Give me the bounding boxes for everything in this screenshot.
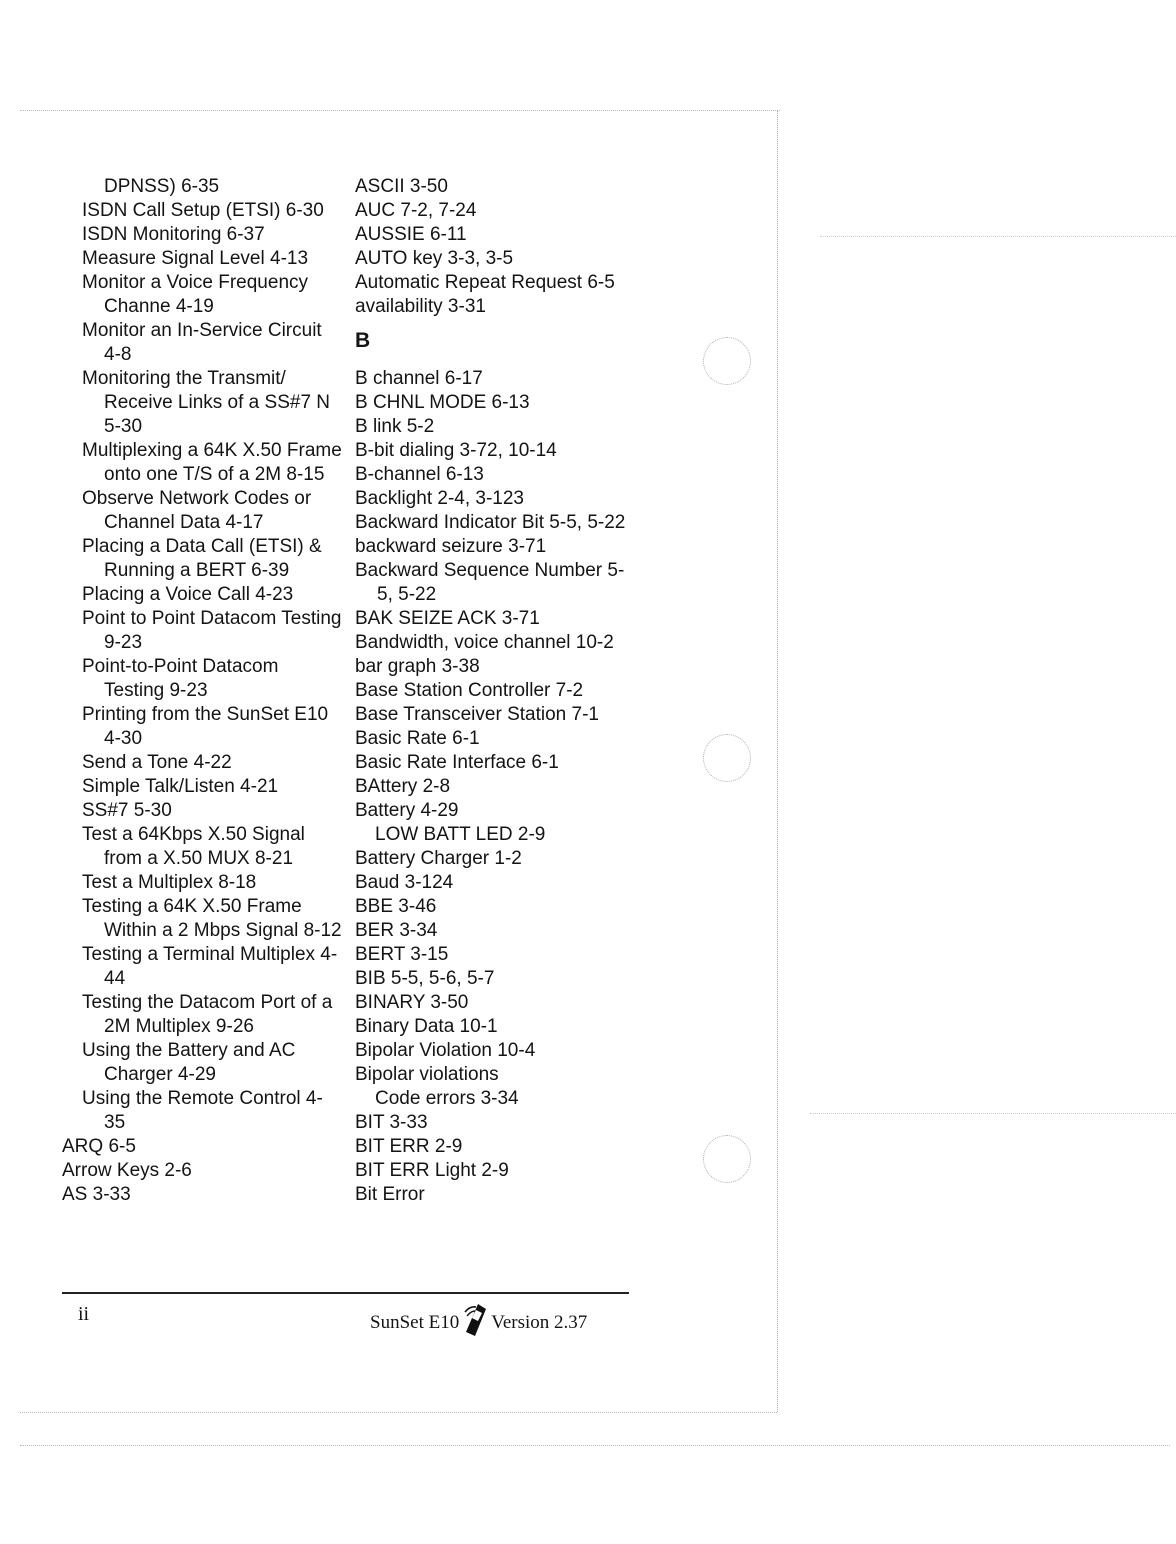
- index-entry: BAK SEIZE ACK 3-71: [355, 608, 540, 629]
- index-entry: Baud 3-124: [355, 872, 454, 893]
- index-entry: Base Station Controller 7-2: [355, 680, 584, 701]
- index-entry: BER 3-34: [355, 920, 438, 941]
- index-entry: AUTO key 3-3, 3-5: [355, 248, 514, 269]
- index-subentry: Testing a Terminal Multiplex 4-44: [82, 944, 338, 989]
- index-subentry: Printing from the SunSet E10 4-30: [82, 704, 329, 749]
- index-entry: AUC 7-2, 7-24: [355, 200, 477, 221]
- index-entry: Basic Rate Interface 6-1: [355, 752, 559, 773]
- index-entry: BERT 3-15: [355, 944, 449, 965]
- scan-mark-right-1: [820, 236, 1176, 237]
- binder-hole-1: [703, 337, 751, 385]
- index-subentry: Monitoring the Transmit/ Receive Links of a SS#7 N 5-30: [82, 368, 331, 437]
- index-entry: Battery 4-29: [355, 800, 459, 821]
- scan-mark-right-2: [810, 1113, 1176, 1114]
- index-entry: Binary Data 10-1: [355, 1016, 498, 1037]
- index-entry: Automatic Repeat Request 6-5: [355, 272, 615, 293]
- product-name: SunSet E10: [370, 1312, 460, 1333]
- index-subentry: Monitor an In-Service Circuit 4-8: [82, 320, 322, 365]
- index-entry: ASCII 3-50: [355, 176, 448, 197]
- index-subentry: Monitor a Voice Frequency Channe 4-19: [82, 272, 309, 317]
- index-column-right: [355, 175, 630, 1207]
- index-subentry: Testing a 64K X.50 Frame Within a 2 Mbps Signal 8-12: [82, 896, 342, 941]
- index-entry: Backward Sequence Number 5-5, 5-22: [355, 560, 625, 605]
- index-subentry: Multiplexing a 64K X.50 Frame onto one T/S of a 2M 8-15: [82, 440, 342, 485]
- index-entry: Bipolar Violation 10-4: [355, 1040, 536, 1061]
- index-entry: Backward Indicator Bit 5-5, 5-22: [355, 512, 626, 533]
- scan-edge-bottom: [20, 1412, 777, 1413]
- index-entry: Backlight 2-4, 3-123: [355, 488, 524, 509]
- index-entry: Base Transceiver Station 7-1: [355, 704, 599, 725]
- index-subentry: LOW BATT LED 2-9: [375, 824, 546, 845]
- index-subentry: Using the Remote Control 4-35: [82, 1088, 323, 1133]
- index-entry: B CHNL MODE 6-13: [355, 392, 530, 413]
- index-entry: backward seizure 3-71: [355, 536, 547, 557]
- index-entry: AUSSIE 6-11: [355, 224, 467, 245]
- scan-edge-top: [20, 110, 780, 111]
- index-subentry: Test a 64Kbps X.50 Signal from a X.50 MUX 8-21: [82, 824, 305, 869]
- index-entry: Bit Error: [355, 1184, 425, 1205]
- footer-title: [370, 1303, 587, 1343]
- index-entry: Battery Charger 1-2: [355, 848, 522, 869]
- index-subentry: Send a Tone 4-22: [82, 752, 232, 773]
- scan-edge-right: [777, 110, 778, 1412]
- index-subentry: Point to Point Datacom Testing 9-23: [82, 608, 342, 653]
- index-entry: availability 3-31: [355, 296, 486, 317]
- index-subentry: Point-to-Point Datacom Testing 9-23: [82, 656, 279, 701]
- index-entry: BAttery 2-8: [355, 776, 451, 797]
- scan-edge-lower: [20, 1445, 1170, 1446]
- index-subentry: DPNSS) 6-35: [104, 176, 220, 197]
- index-entry: bar graph 3-38: [355, 656, 480, 677]
- index-subentry: SS#7 5-30: [82, 800, 172, 821]
- index-subentry: Placing a Data Call (ETSI) & Running a BERT 6-39: [82, 536, 322, 581]
- index-entry: Basic Rate 6-1: [355, 728, 480, 749]
- index-section-heading: B: [355, 329, 371, 352]
- binder-hole-3: [703, 1135, 751, 1183]
- index-entry: Bipolar violations: [355, 1064, 499, 1085]
- index-subentry: Observe Network Codes or Channel Data 4-17: [82, 488, 312, 533]
- index-entry: B channel 6-17: [355, 368, 483, 389]
- index-entry: AS 3-33: [62, 1184, 131, 1205]
- index-entry: BINARY 3-50: [355, 992, 469, 1013]
- index-entry: B-channel 6-13: [355, 464, 484, 485]
- index-column-left: [62, 175, 342, 1207]
- index-subentry: Code errors 3-34: [375, 1088, 519, 1109]
- index-entry: BIT 3-33: [355, 1112, 428, 1133]
- index-entry: BBE 3-46: [355, 896, 437, 917]
- index-entry: BIT ERR 2-9: [355, 1136, 463, 1157]
- index-subentry: ISDN Monitoring 6-37: [82, 224, 265, 245]
- index-entry: Bandwidth, voice channel 10-2: [355, 632, 614, 653]
- index-entry: Arrow Keys 2-6: [62, 1160, 192, 1181]
- index-subentry: Testing the Datacom Port of a 2M Multiplex 9-26: [82, 992, 333, 1037]
- binder-hole-2: [703, 734, 751, 782]
- page-number: ii: [78, 1303, 90, 1325]
- version-text: Version 2.37: [491, 1312, 588, 1333]
- index-entry: B link 5-2: [355, 416, 435, 437]
- index-subentry: Measure Signal Level 4-13: [82, 248, 309, 269]
- index-subentry: Placing a Voice Call 4-23: [82, 584, 294, 605]
- footer-rule: [62, 1292, 629, 1294]
- index-subentry: ISDN Call Setup (ETSI) 6-30: [82, 200, 324, 221]
- index-subentry: Using the Battery and AC Charger 4-29: [82, 1040, 296, 1085]
- index-entry: ARQ 6-5: [62, 1136, 136, 1157]
- index-subentry: Simple Talk/Listen 4-21: [82, 776, 279, 797]
- index-entry: B-bit dialing 3-72, 10-14: [355, 440, 557, 461]
- index-entry: BIB 5-5, 5-6, 5-7: [355, 968, 495, 989]
- index-subentry: Test a Multiplex 8-18: [82, 872, 257, 893]
- handset-logo-icon: [463, 1303, 487, 1343]
- index-entry: BIT ERR Light 2-9: [355, 1160, 509, 1181]
